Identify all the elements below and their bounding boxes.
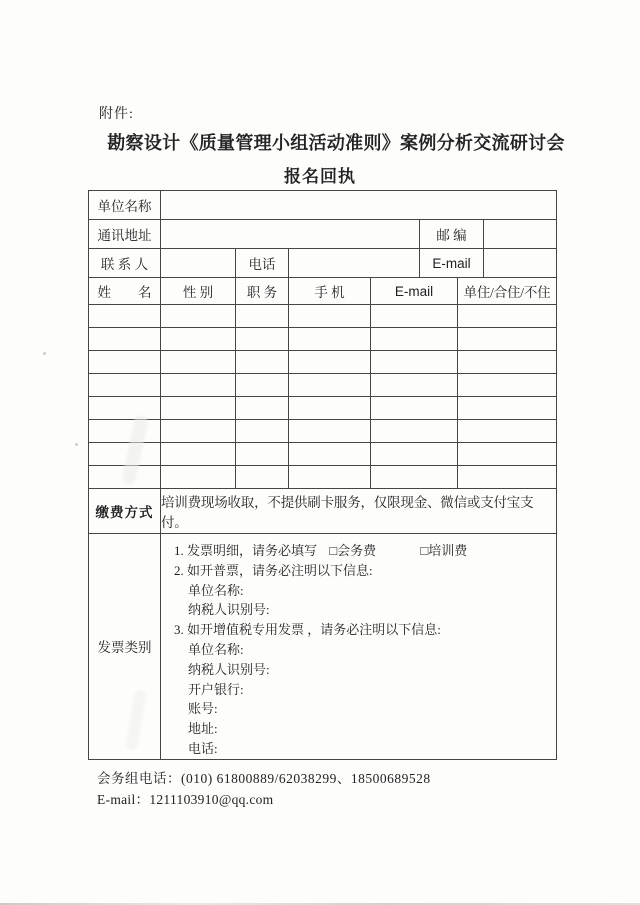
postcode-label: 邮 编 bbox=[420, 220, 484, 249]
invoice-vat-taxpayer-id: 纳税人识别号: bbox=[188, 661, 270, 677]
roster-header-email: E-mail bbox=[371, 278, 458, 305]
organizer-email-line: E-mail：1211103910@qq.com bbox=[97, 792, 274, 807]
email-value-cell bbox=[484, 249, 557, 278]
roster-empty-row bbox=[89, 328, 557, 351]
roster-header-row bbox=[89, 278, 557, 305]
payment-method-label: 缴费方式 bbox=[89, 489, 161, 534]
contact-info-table bbox=[88, 190, 557, 278]
invoice-line-vat: 3. 如开增值税专用发票 ，请务必注明以下信息: bbox=[174, 622, 441, 638]
roster-empty-row bbox=[89, 351, 557, 374]
roster-header-room: 单住/合住/不住 bbox=[458, 278, 557, 305]
invoice-line-regular: 2. 如开普票，请务必注明以下信息: bbox=[174, 562, 373, 578]
invoice-instructions-cell bbox=[161, 534, 557, 760]
roster-header-gender: 性 别 bbox=[161, 278, 236, 305]
document-subtitle: 报名回执 bbox=[284, 167, 356, 186]
roster-header-title: 职 务 bbox=[236, 278, 289, 305]
roster-header-name: 姓 名 bbox=[89, 278, 161, 305]
address-row bbox=[89, 220, 557, 249]
organizer-phone-line: 会务组电话：(010) 61800889/62038299、18500689528 bbox=[97, 771, 431, 786]
invoice-line-detail bbox=[174, 541, 556, 561]
invoice-regular-unit-name: 单位名称: bbox=[188, 582, 244, 598]
roster-empty-row bbox=[89, 443, 557, 466]
invoice-detail-prefix: 1. 发票明细，请务必填写 bbox=[174, 543, 318, 558]
invoice-instructions bbox=[161, 534, 556, 759]
invoice-vat-phone: 电话: bbox=[188, 740, 218, 756]
phone-value-cell bbox=[289, 249, 420, 278]
invoice-category-label: 发票类别 bbox=[89, 534, 161, 760]
address-value-cell bbox=[161, 220, 420, 249]
roster-empty-row bbox=[89, 420, 557, 443]
postcode-value-cell bbox=[484, 220, 557, 249]
invoice-category-row bbox=[89, 534, 557, 760]
invoice-vat-account: 账号: bbox=[188, 701, 218, 717]
contact-row bbox=[89, 249, 557, 278]
attendee-roster-table bbox=[88, 277, 557, 489]
payment-method-row bbox=[89, 489, 557, 534]
invoice-vat-bank: 开户银行: bbox=[188, 681, 244, 697]
invoice-regular-taxpayer-id: 纳税人识别号: bbox=[188, 602, 270, 618]
address-label: 通讯地址 bbox=[89, 220, 161, 249]
payment-method-table bbox=[88, 488, 557, 534]
invoice-vat-address: 地址: bbox=[188, 721, 218, 737]
attachment-label: 附件: bbox=[99, 107, 134, 122]
document-title: 勘察设计《质量管理小组活动准则》案例分析交流研讨会 bbox=[107, 133, 565, 153]
roster-header-mobile: 手 机 bbox=[289, 278, 371, 305]
roster-empty-row bbox=[89, 305, 557, 328]
roster-empty-row bbox=[89, 466, 557, 489]
scan-speckle bbox=[75, 443, 78, 446]
invoice-category-table bbox=[88, 533, 557, 760]
unit-name-value-cell bbox=[161, 191, 557, 220]
contact-label: 联 系 人 bbox=[89, 249, 161, 278]
scan-speckle bbox=[43, 352, 46, 355]
email-label: E-mail bbox=[420, 249, 484, 278]
unit-name-row bbox=[89, 191, 557, 220]
payment-method-text: 培训费现场收取，不提供刷卡服务，仅限现金、微信或支付宝支付。 bbox=[161, 489, 557, 534]
contact-value-cell bbox=[161, 249, 236, 278]
conference-fee-checkbox-option: □会务费 bbox=[329, 543, 377, 558]
training-fee-checkbox-option: □培训费 bbox=[420, 543, 468, 558]
phone-label: 电话 bbox=[236, 249, 289, 278]
roster-empty-row bbox=[89, 374, 557, 397]
invoice-vat-unit-name: 单位名称: bbox=[188, 641, 244, 657]
unit-name-label: 单位名称 bbox=[89, 191, 161, 220]
roster-empty-row bbox=[89, 397, 557, 420]
registration-form-table bbox=[88, 190, 556, 760]
